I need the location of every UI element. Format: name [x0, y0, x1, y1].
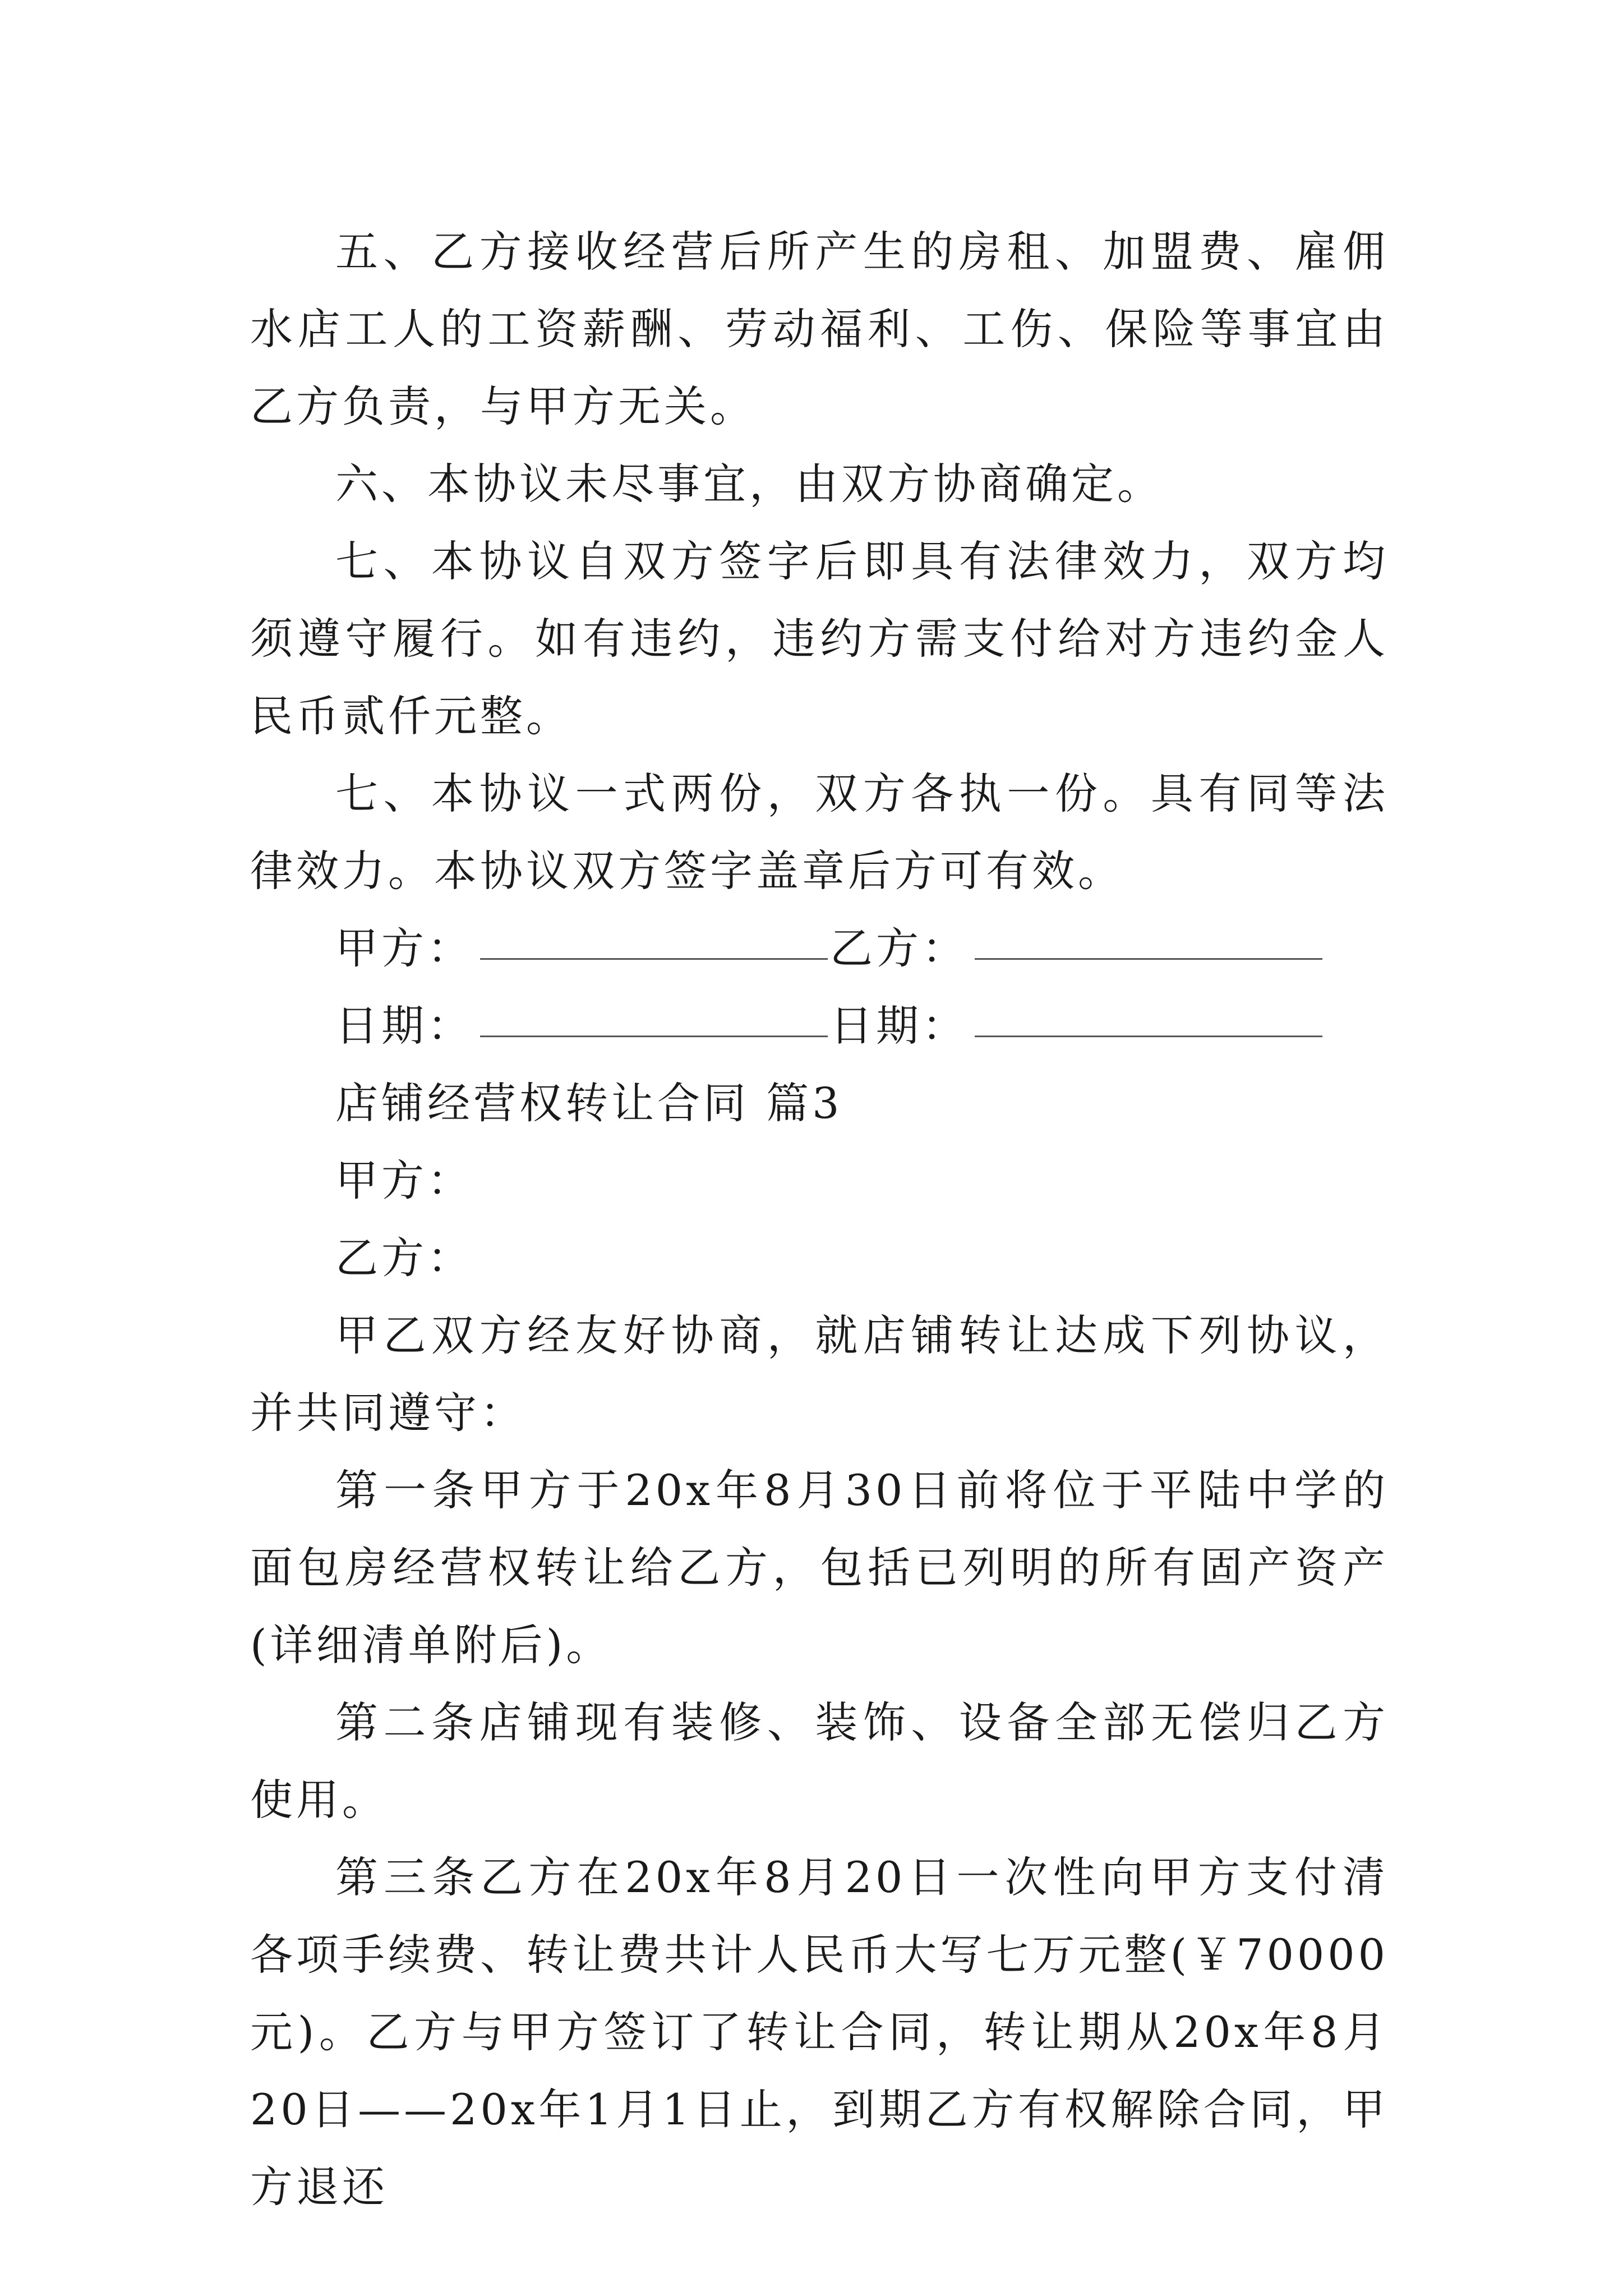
article-3: 第三条乙方在20x年8月20日一次性向甲方支付清各项手续费、转让费共计人民币大写七万元整(￥70000元)。乙方与甲方签订了转让合同，转让期从20x年8月20日——20x年1月1日止，到期乙方有权解除合同，甲方退还	[250, 1852, 1389, 2212]
article-2: 第二条店铺现有装修、装饰、设备全部无偿归乙方使用。	[250, 1697, 1389, 1825]
party-b-signature-line	[975, 958, 1322, 960]
clause-7-effect: 七、本协议自双方签字后即具有法律效力，双方均须遵守履行。如有违约，违约方需支付给对方违约金人民币贰仟元整。	[250, 536, 1389, 741]
date-b-line	[975, 1036, 1322, 1037]
date-row	[250, 987, 1389, 1065]
clause-6: 六、本协议未尽事宜，由双方协商确定。	[335, 459, 1163, 509]
party-b-label: 乙方：	[830, 923, 968, 973]
date-b-label: 日期：	[830, 1001, 968, 1051]
clause-5: 五、乙方接收经营后所产生的房租、加盟费、雇佣水店工人的工资薪酬、劳动福利、工伤、保险等事宜由乙方负责，与甲方无关。	[250, 227, 1389, 431]
section-3-party-a: 甲方：	[335, 1156, 473, 1205]
party-a-signature-line	[480, 958, 828, 960]
date-a-label: 日期：	[335, 1001, 473, 1051]
party-a-label: 甲方：	[335, 923, 473, 973]
date-a-line	[480, 1036, 828, 1037]
section-3-intro: 甲乙双方经友好协商，就店铺转让达成下列协议，并共同遵守：	[250, 1310, 1389, 1438]
section-3-title: 店铺经营权转让合同 篇3	[335, 1078, 843, 1128]
article-1: 第一条甲方于20x年8月30日前将位于平陆中学的面包房经营权转让给乙方，包括已列明的所有固产资产(详细清单附后)。	[250, 1465, 1389, 1670]
section-3-party-b: 乙方：	[335, 1233, 473, 1283]
signature-row	[250, 910, 1389, 987]
document-page	[250, 213, 1389, 2226]
clause-7-copies: 七、本协议一式两份，双方各执一份。具有同等法律效力。本协议双方签字盖章后方可有效。	[250, 769, 1389, 896]
